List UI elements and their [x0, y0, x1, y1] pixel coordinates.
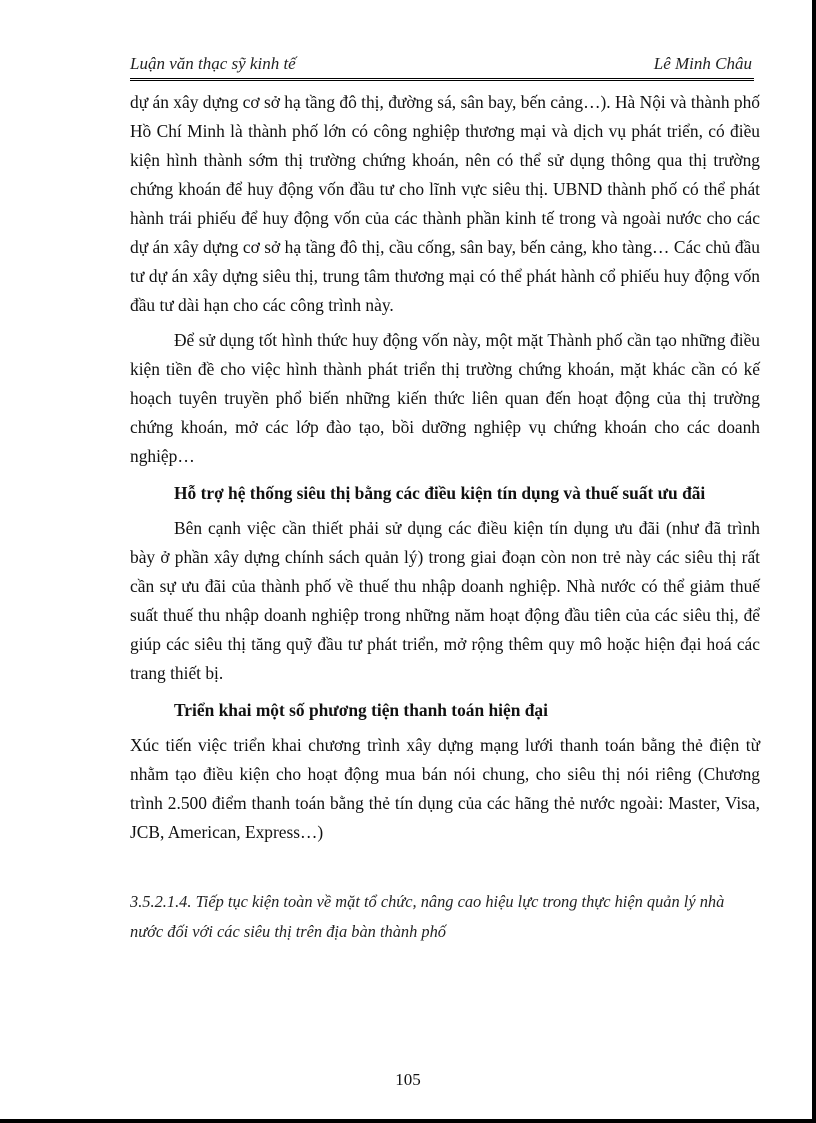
paragraph: dự án xây dựng cơ sở hạ tầng đô thị, đường sá, sân bay, bến cảng…). Hà Nội và thành phố Hồ Chí Minh là thành phố lớn có công nghiệp thương mại và dịch vụ phát triển, có điều kiện hình thành sớm thị trường chứng khoán, nên có thể sử dụng thông qua thị trường chứng khoán để huy động vốn đầu tư cho lĩnh vực siêu thị. UBND thành phố có thể phát hành trái phiếu để huy động vốn của các thành phần kinh tế trong và ngoài nước cho các dự án xây dựng cơ sở hạ tầng đô thị, cầu cống, sân bay, bến cảng, kho tàng… Các chủ đầu tư dự án xây dựng siêu thị, trung tâm thương mại có thể phát hành cổ phiếu huy động vốn đầu tư dài hạn cho các công trình này.: [130, 92, 760, 315]
running-header: [130, 54, 754, 81]
paragraph: Để sử dụng tốt hình thức huy động vốn này, một mặt Thành phố cần tạo những điều kiện tiền đề cho việc hình thành phát triển thị trường chứng khoán, mặt khác cần có kế hoạch tuyên truyền phổ biến những kiến thức liên quan đến hoạt động của thị trường chứng khoán, mở các lớp đào tạo, bồi dưỡng nghiệp vụ chứng khoán cho các doanh nghiệp…: [130, 330, 760, 466]
section-heading: Hỗ trợ hệ thống siêu thị bằng các điều kiện tín dụng và thuế suất ưu đãi: [174, 483, 706, 503]
subsection-heading: 3.5.2.1.4. Tiếp tục kiện toàn về mặt tổ chức, nâng cao hiệu lực trong thực hiện quản lý nhà nước đối với các siêu thị trên địa bàn thành phố: [130, 892, 725, 941]
document-body: [130, 88, 760, 947]
paragraph: Xúc tiến việc triển khai chương trình xây dựng mạng lưới thanh toán bằng thẻ điện từ nhằm tạo điều kiện cho hoạt động mua bán nói chung, cho siêu thị nói riêng (Chương trình 2.500 điểm thanh toán bằng thẻ tín dụng của các hãng thẻ nước ngoài: Master, Visa, JCB, American, Express…): [130, 735, 760, 842]
page-number: 105: [395, 1070, 421, 1089]
section-heading: Triển khai một số phương tiện thanh toán hiện đại: [174, 700, 548, 720]
header-thesis-title: Luận văn thạc sỹ kinh tế: [130, 54, 296, 73]
header-author: Lê Minh Châu: [653, 54, 752, 73]
paragraph: Bên cạnh việc cần thiết phải sử dụng các điều kiện tín dụng ưu đãi (như đã trình bày ở phần xây dựng chính sách quản lý) trong giai đoạn còn non trẻ này các siêu thị rất cần sự ưu đãi của thành phố về thuế thu nhập doanh nghiệp. Nhà nước có thể giảm thuế suất thuế thu nhập doanh nghiệp trong những năm hoạt động đầu tiên của các siêu thị, để giúp các siêu thị tăng quỹ đầu tư phát triển, mở rộng thêm quy mô hoặc hiện đại hoá các trang thiết bị.: [130, 518, 760, 683]
